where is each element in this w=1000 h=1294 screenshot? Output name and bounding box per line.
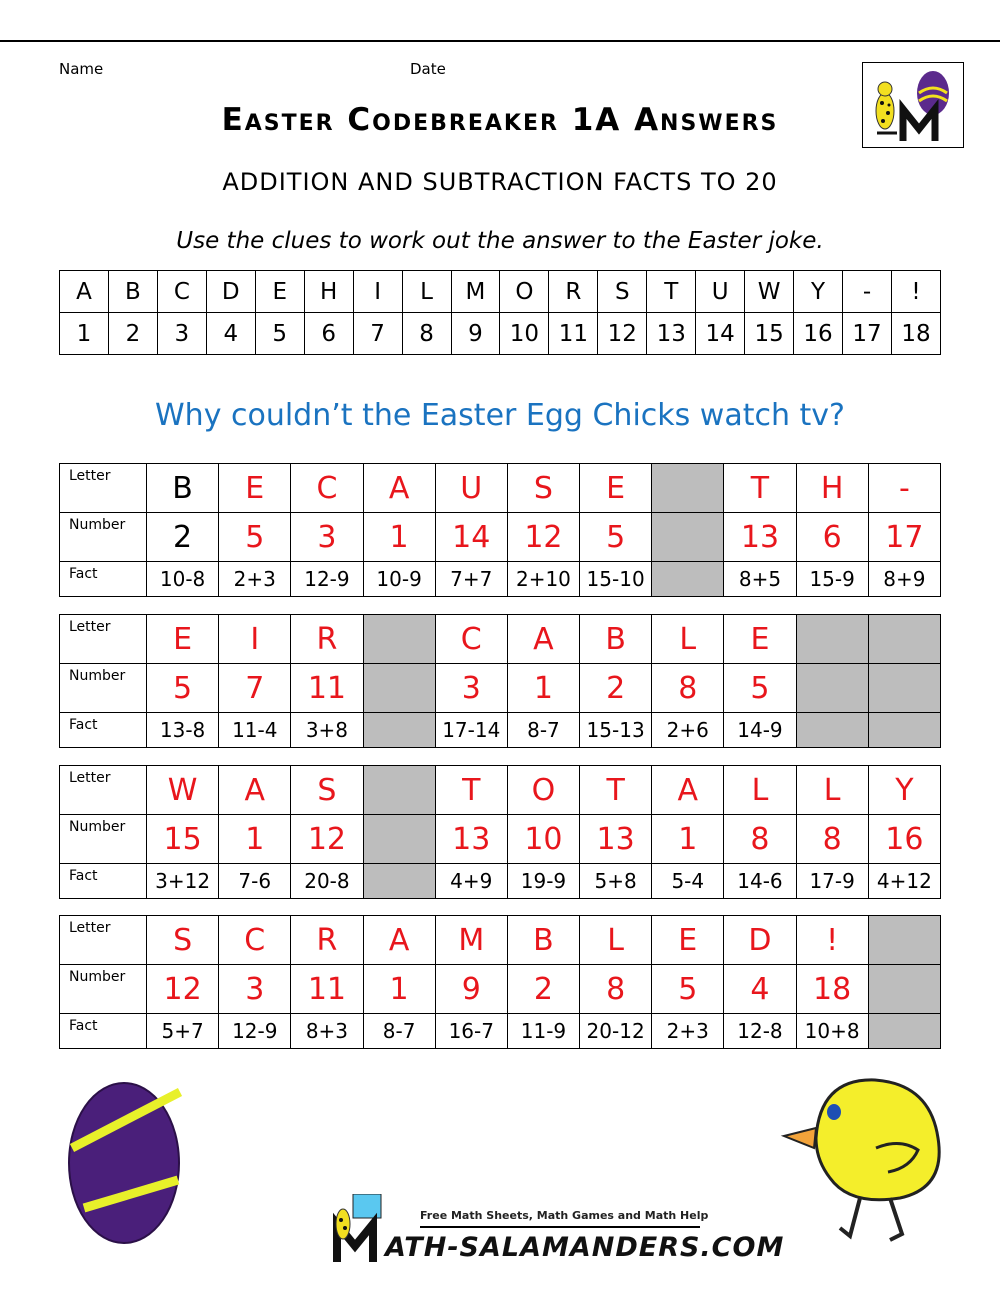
code-number: 10 bbox=[500, 313, 549, 355]
puzzle-letter-cell: W bbox=[147, 766, 219, 815]
puzzle-fact-cell: 11-9 bbox=[507, 1014, 579, 1049]
blank-cell bbox=[796, 664, 868, 713]
puzzle-letter-cell: A bbox=[507, 615, 579, 664]
puzzle-number-cell: 2 bbox=[507, 965, 579, 1014]
puzzle-letter-cell: D bbox=[724, 916, 796, 965]
blank-cell bbox=[868, 615, 940, 664]
blank-cell bbox=[796, 615, 868, 664]
puzzle-letter-cell: ! bbox=[796, 916, 868, 965]
puzzle-fact-row bbox=[60, 713, 941, 748]
puzzle-letter-cell: C bbox=[435, 615, 507, 664]
puzzle-number-cell: 5 bbox=[219, 513, 291, 562]
puzzle-number-cell: 7 bbox=[219, 664, 291, 713]
chick-illustration bbox=[780, 1068, 960, 1248]
puzzle-number-cell: 1 bbox=[507, 664, 579, 713]
puzzle-letter-cell: Y bbox=[868, 766, 940, 815]
puzzle-number-cell: 12 bbox=[507, 513, 579, 562]
row-label-letter: Letter bbox=[60, 916, 147, 965]
puzzle-number-cell: 1 bbox=[363, 513, 435, 562]
code-number: 3 bbox=[157, 313, 206, 355]
footer-salamander-icon bbox=[325, 1194, 385, 1264]
puzzle-number-row bbox=[60, 664, 941, 713]
puzzle-letter-cell: A bbox=[219, 766, 291, 815]
row-label-number: Number bbox=[60, 965, 147, 1014]
puzzle-number-cell: 1 bbox=[363, 965, 435, 1014]
blank-cell bbox=[363, 664, 435, 713]
code-letter: C bbox=[157, 271, 206, 313]
code-number: 6 bbox=[304, 313, 353, 355]
puzzle-fact-cell: 8+5 bbox=[724, 562, 796, 597]
puzzle-number-cell: 14 bbox=[435, 513, 507, 562]
puzzle-fact-cell: 4+9 bbox=[435, 864, 507, 899]
puzzle-letter-cell: B bbox=[580, 615, 652, 664]
puzzle-number-cell: 8 bbox=[580, 965, 652, 1014]
blank-cell bbox=[868, 664, 940, 713]
puzzle-number-cell: 16 bbox=[868, 815, 940, 864]
puzzle-number-cell: 12 bbox=[147, 965, 219, 1014]
instruction-text: Use the clues to work out the answer to the Easter joke. bbox=[176, 228, 824, 254]
puzzle-letter-cell: H bbox=[796, 464, 868, 513]
puzzle-fact-cell: 3+8 bbox=[291, 713, 363, 748]
code-number: 12 bbox=[598, 313, 647, 355]
code-number: 9 bbox=[451, 313, 500, 355]
puzzle-letter-cell: E bbox=[652, 916, 724, 965]
code-number: 13 bbox=[647, 313, 696, 355]
puzzle-number-cell: 5 bbox=[147, 664, 219, 713]
code-number: 15 bbox=[745, 313, 794, 355]
code-letter: S bbox=[598, 271, 647, 313]
puzzle-fact-cell: 19-9 bbox=[507, 864, 579, 899]
code-letter: - bbox=[843, 271, 892, 313]
puzzle-number-cell: 18 bbox=[796, 965, 868, 1014]
puzzle-letter-cell: C bbox=[291, 464, 363, 513]
puzzle-letter-cell: R bbox=[291, 916, 363, 965]
puzzle-fact-cell: 14-9 bbox=[724, 713, 796, 748]
puzzle-letter-cell: L bbox=[652, 615, 724, 664]
code-number: 17 bbox=[843, 313, 892, 355]
puzzle-fact-cell: 2+6 bbox=[652, 713, 724, 748]
puzzle-letter-cell: T bbox=[724, 464, 796, 513]
puzzle-number-cell: 11 bbox=[291, 965, 363, 1014]
row-label-letter: Letter bbox=[60, 615, 147, 664]
code-number: 18 bbox=[891, 313, 940, 355]
blank-cell bbox=[363, 713, 435, 748]
easter-egg-illustration bbox=[62, 1078, 192, 1248]
puzzle-letter-cell: T bbox=[435, 766, 507, 815]
row-label-letter: Letter bbox=[60, 766, 147, 815]
row-label-number: Number bbox=[60, 815, 147, 864]
puzzle-number-cell: 11 bbox=[291, 664, 363, 713]
puzzle-fact-cell: 4+12 bbox=[868, 864, 940, 899]
code-letter: M bbox=[451, 271, 500, 313]
puzzle-letter-cell: E bbox=[724, 615, 796, 664]
puzzle-number-cell: 17 bbox=[868, 513, 940, 562]
puzzle-number-cell: 13 bbox=[580, 815, 652, 864]
puzzle-fact-cell: 10-9 bbox=[363, 562, 435, 597]
puzzle-number-cell: 5 bbox=[580, 513, 652, 562]
puzzle-fact-cell: 10+8 bbox=[796, 1014, 868, 1049]
puzzle-fact-cell: 12-9 bbox=[291, 562, 363, 597]
puzzle-number-cell: 12 bbox=[291, 815, 363, 864]
puzzle-number-cell: 3 bbox=[219, 965, 291, 1014]
code-letter: E bbox=[255, 271, 304, 313]
blank-cell bbox=[363, 766, 435, 815]
puzzle-letter-row bbox=[60, 916, 941, 965]
puzzle-number-row bbox=[60, 513, 941, 562]
code-letter: L bbox=[402, 271, 451, 313]
puzzle-number-cell: 2 bbox=[580, 664, 652, 713]
puzzle-letter-cell: E bbox=[147, 615, 219, 664]
code-letter: R bbox=[549, 271, 598, 313]
code-letter: Y bbox=[794, 271, 843, 313]
blank-cell bbox=[363, 864, 435, 899]
top-rule bbox=[0, 40, 1000, 42]
puzzle-letter-row bbox=[60, 464, 941, 513]
code-letters-row bbox=[60, 271, 941, 313]
puzzle-letter-cell: L bbox=[724, 766, 796, 815]
puzzle-letter-cell: E bbox=[219, 464, 291, 513]
puzzle-table-4 bbox=[59, 915, 941, 1049]
puzzle-fact-row bbox=[60, 562, 941, 597]
puzzle-letter-row bbox=[60, 615, 941, 664]
puzzle-fact-cell: 7+7 bbox=[435, 562, 507, 597]
puzzle-fact-cell: 11-4 bbox=[219, 713, 291, 748]
footer-tagline: Free Math Sheets, Math Games and Math Help bbox=[420, 1209, 709, 1222]
blank-cell bbox=[868, 965, 940, 1014]
footer-site-link[interactable]: ATH-SALAMANDERS.COM bbox=[385, 1232, 785, 1263]
worksheet-title: Easter Codebreaker 1A Answers bbox=[221, 102, 779, 138]
code-number: 1 bbox=[60, 313, 109, 355]
puzzle-letter-cell: A bbox=[363, 916, 435, 965]
puzzle-fact-cell: 8+3 bbox=[291, 1014, 363, 1049]
code-number: 8 bbox=[402, 313, 451, 355]
puzzle-number-cell: 9 bbox=[435, 965, 507, 1014]
puzzle-number-cell: 8 bbox=[724, 815, 796, 864]
puzzle-number-cell: 10 bbox=[507, 815, 579, 864]
puzzle-fact-cell: 3+12 bbox=[147, 864, 219, 899]
puzzle-fact-cell: 17-9 bbox=[796, 864, 868, 899]
puzzle-letter-row bbox=[60, 766, 941, 815]
code-number: 11 bbox=[549, 313, 598, 355]
puzzle-fact-cell: 10-8 bbox=[147, 562, 219, 597]
puzzle-fact-cell: 17-14 bbox=[435, 713, 507, 748]
blank-cell bbox=[868, 916, 940, 965]
puzzle-fact-cell: 2+3 bbox=[219, 562, 291, 597]
puzzle-fact-cell: 13-8 bbox=[147, 713, 219, 748]
row-label-letter: Letter bbox=[60, 464, 147, 513]
puzzle-fact-cell: 8-7 bbox=[363, 1014, 435, 1049]
code-number: 4 bbox=[206, 313, 255, 355]
row-label-fact: Fact bbox=[60, 864, 147, 899]
puzzle-fact-cell: 15-9 bbox=[796, 562, 868, 597]
puzzle-fact-cell: 14-6 bbox=[724, 864, 796, 899]
row-label-fact: Fact bbox=[60, 713, 147, 748]
code-key-table bbox=[59, 270, 941, 355]
puzzle-letter-cell: L bbox=[580, 916, 652, 965]
puzzle-fact-row bbox=[60, 1014, 941, 1049]
puzzle-table-2 bbox=[59, 614, 941, 748]
puzzle-number-cell: 1 bbox=[652, 815, 724, 864]
joke-question: Why couldn’t the Easter Egg Chicks watch tv? bbox=[155, 398, 845, 433]
puzzle-letter-cell: A bbox=[363, 464, 435, 513]
puzzle-number-cell: 15 bbox=[147, 815, 219, 864]
code-letter: H bbox=[304, 271, 353, 313]
code-number: 7 bbox=[353, 313, 402, 355]
footer-rule bbox=[420, 1226, 700, 1228]
puzzle-letter-cell: A bbox=[652, 766, 724, 815]
puzzle-letter-cell: T bbox=[580, 766, 652, 815]
puzzle-number-cell: 3 bbox=[291, 513, 363, 562]
puzzle-number-cell: 5 bbox=[652, 965, 724, 1014]
puzzle-number-cell: 1 bbox=[219, 815, 291, 864]
puzzle-number-cell: 2 bbox=[147, 513, 219, 562]
puzzle-fact-row bbox=[60, 864, 941, 899]
code-letter: T bbox=[647, 271, 696, 313]
puzzle-fact-cell: 8-7 bbox=[507, 713, 579, 748]
puzzle-letter-cell: S bbox=[147, 916, 219, 965]
puzzle-fact-cell: 12-8 bbox=[724, 1014, 796, 1049]
blank-cell bbox=[796, 713, 868, 748]
code-letter: W bbox=[745, 271, 794, 313]
blank-cell bbox=[652, 562, 724, 597]
puzzle-letter-cell: R bbox=[291, 615, 363, 664]
puzzle-letter-cell: B bbox=[147, 464, 219, 513]
date-label: Date bbox=[410, 60, 446, 78]
blank-cell bbox=[652, 464, 724, 513]
code-letter: D bbox=[206, 271, 255, 313]
worksheet-subtitle: ADDITION AND SUBTRACTION FACTS TO 20 bbox=[222, 168, 778, 196]
puzzle-number-cell: 8 bbox=[652, 664, 724, 713]
code-number: 16 bbox=[794, 313, 843, 355]
puzzle-number-cell: 13 bbox=[435, 815, 507, 864]
blank-cell bbox=[652, 513, 724, 562]
puzzle-fact-cell: 7-6 bbox=[219, 864, 291, 899]
puzzle-letter-cell: S bbox=[507, 464, 579, 513]
puzzle-letter-cell: B bbox=[507, 916, 579, 965]
code-letter: O bbox=[500, 271, 549, 313]
code-numbers-row bbox=[60, 313, 941, 355]
blank-cell bbox=[363, 615, 435, 664]
puzzle-number-cell: 8 bbox=[796, 815, 868, 864]
puzzle-fact-cell: 2+3 bbox=[652, 1014, 724, 1049]
code-letter: ! bbox=[891, 271, 940, 313]
code-letter: A bbox=[60, 271, 109, 313]
code-letter: I bbox=[353, 271, 402, 313]
puzzle-table-1 bbox=[59, 463, 941, 597]
puzzle-fact-cell: 20-8 bbox=[291, 864, 363, 899]
puzzle-fact-cell: 5+7 bbox=[147, 1014, 219, 1049]
puzzle-fact-cell: 12-9 bbox=[219, 1014, 291, 1049]
row-label-number: Number bbox=[60, 664, 147, 713]
puzzle-letter-cell: I bbox=[219, 615, 291, 664]
puzzle-fact-cell: 15-10 bbox=[580, 562, 652, 597]
puzzle-letter-cell: C bbox=[219, 916, 291, 965]
code-number: 14 bbox=[696, 313, 745, 355]
puzzle-fact-cell: 8+9 bbox=[868, 562, 940, 597]
puzzle-fact-cell: 5-4 bbox=[652, 864, 724, 899]
row-label-fact: Fact bbox=[60, 1014, 147, 1049]
code-letter: U bbox=[696, 271, 745, 313]
puzzle-table-3 bbox=[59, 765, 941, 899]
name-label: Name bbox=[59, 60, 104, 78]
row-label-number: Number bbox=[60, 513, 147, 562]
puzzle-letter-cell: S bbox=[291, 766, 363, 815]
puzzle-fact-cell: 2+10 bbox=[507, 562, 579, 597]
puzzle-letter-cell: E bbox=[580, 464, 652, 513]
puzzle-number-cell: 5 bbox=[724, 664, 796, 713]
blank-cell bbox=[868, 1014, 940, 1049]
blank-cell bbox=[868, 713, 940, 748]
blank-cell bbox=[363, 815, 435, 864]
code-number: 2 bbox=[108, 313, 157, 355]
puzzle-letter-cell: - bbox=[868, 464, 940, 513]
puzzle-letter-cell: L bbox=[796, 766, 868, 815]
puzzle-fact-cell: 20-12 bbox=[580, 1014, 652, 1049]
code-letter: B bbox=[108, 271, 157, 313]
puzzle-fact-cell: 5+8 bbox=[580, 864, 652, 899]
puzzle-number-cell: 6 bbox=[796, 513, 868, 562]
puzzle-fact-cell: 15-13 bbox=[580, 713, 652, 748]
row-label-fact: Fact bbox=[60, 562, 147, 597]
code-number: 5 bbox=[255, 313, 304, 355]
puzzle-fact-cell: 16-7 bbox=[435, 1014, 507, 1049]
puzzle-number-cell: 13 bbox=[724, 513, 796, 562]
puzzle-number-row bbox=[60, 965, 941, 1014]
puzzle-number-cell: 3 bbox=[435, 664, 507, 713]
puzzle-letter-cell: O bbox=[507, 766, 579, 815]
puzzle-letter-cell: M bbox=[435, 916, 507, 965]
puzzle-letter-cell: U bbox=[435, 464, 507, 513]
puzzle-number-cell: 4 bbox=[724, 965, 796, 1014]
puzzle-number-row bbox=[60, 815, 941, 864]
